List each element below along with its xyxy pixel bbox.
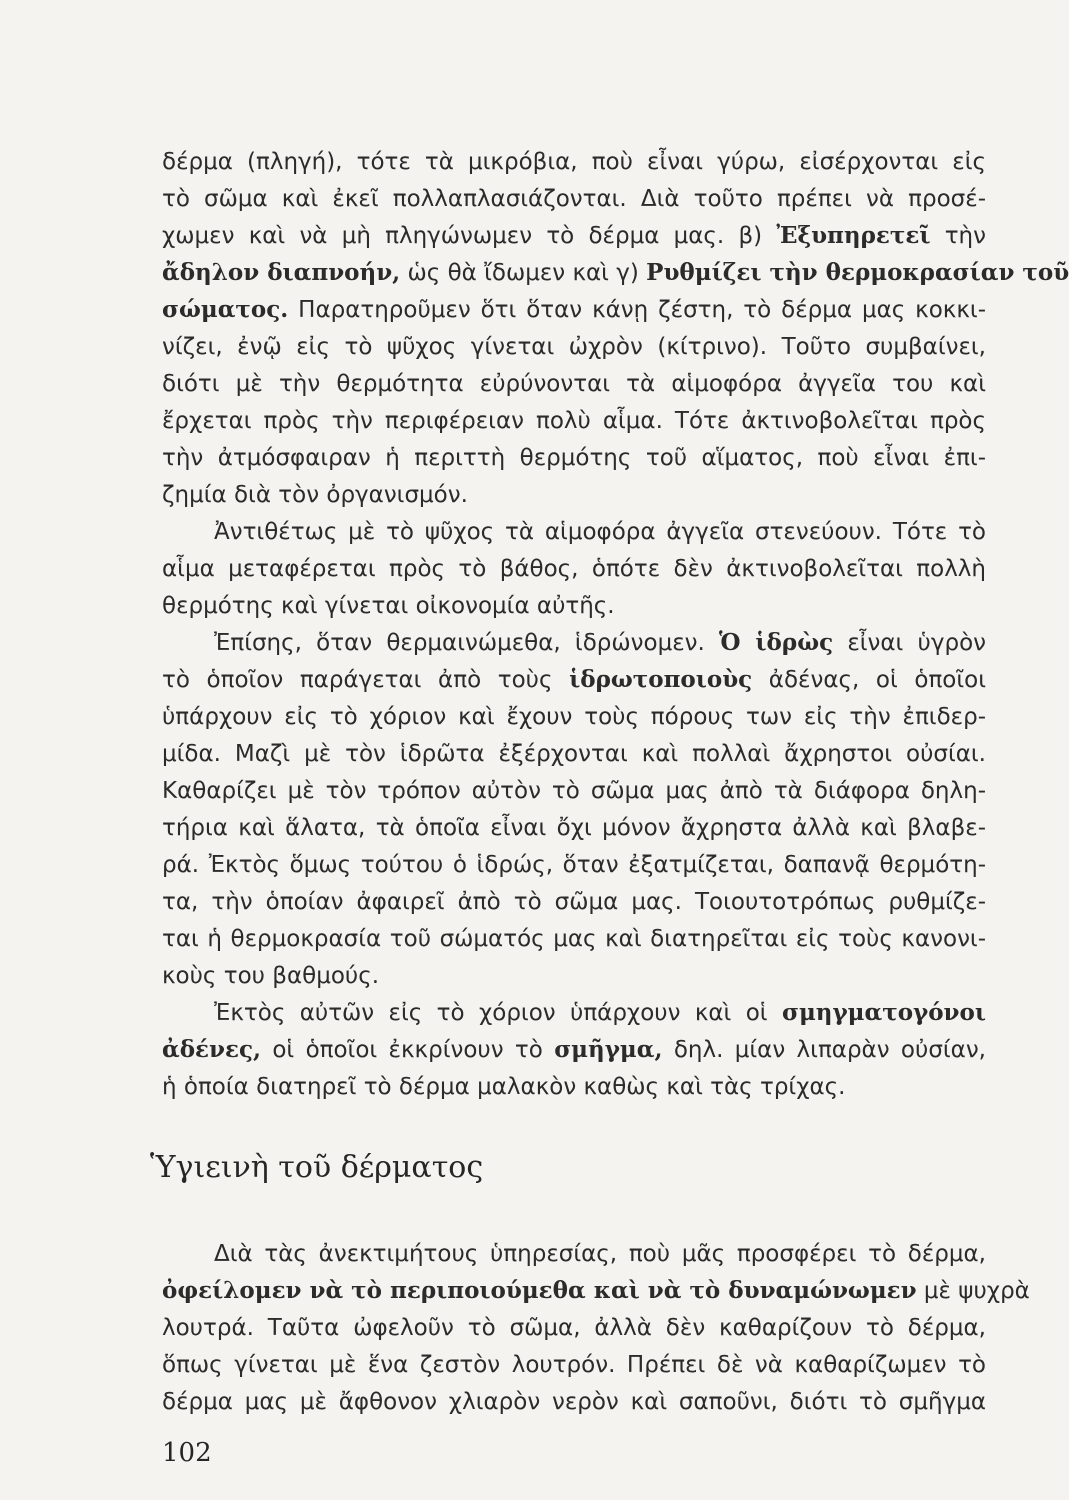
bold-term: ἀδένες,	[162, 1036, 261, 1063]
text-line: ζημία διὰ τὸν ὀργανισμόν.	[162, 482, 468, 508]
bold-term: Ἐξυπηρετεῖ	[776, 222, 931, 249]
text-line: τὴν ἀτμόσφαιραν ἡ περιττὴ θερμότης τοῦ αἵματος, ποὺ εἶναι ἐπι-	[162, 445, 986, 471]
text-line: Διὰ τὰς ἀνεκτιμήτους ὑπηρεσίας, ποὺ μᾶς προσφέρει τὸ δέρμα,	[214, 1241, 986, 1267]
text-line: νίζει, ἐνῷ εἰς τὸ ψῦχος γίνεται ὠχρὸν (κίτρινο). Τοῦτο συμβαίνει,	[162, 334, 986, 360]
text-line: ἔρχεται πρὸς τὴν περιφέρειαν πολὺ αἷμα. Τότε ἀκτινοβολεῖται πρὸς	[162, 408, 986, 434]
text-line: ὀφείλομεν νὰ τὸ περιποιούμεθα καὶ νὰ τὸ δυναμώνωμεν μὲ ψυχρὰ	[162, 1277, 1030, 1304]
text-line: τὸ ὁποῖον παράγεται ἀπὸ τοὺς ἱδρωτοποιοὺς ἀδένας, οἱ ὁποῖοι	[162, 666, 986, 693]
text-line: ρά. Ἐκτὸς ὅμως τούτου ὁ ἱδρώς, ὅταν ἐξατμίζεται, δαπανᾷ θερμότη-	[162, 852, 986, 878]
text-line: λουτρά. Ταῦτα ὠφελοῦν τὸ σῶμα, ἀλλὰ δὲν καθαρίζουν τὸ δέρμα,	[162, 1315, 986, 1341]
text-line: ἀδένες, οἱ ὁποῖοι ἐκκρίνουν τὸ σμῆγμα, δηλ. μίαν λιπαρὰν οὐσίαν,	[162, 1036, 986, 1063]
text-line: αἷμα μεταφέρεται πρὸς τὸ βάθος, ὁπότε δὲν ἀκτινοβολεῖται πολλὴ	[162, 556, 986, 582]
text-line: ἡ ὁποία διατηρεῖ τὸ δέρμα μαλακὸν καθὼς καὶ τὰς τρίχας.	[162, 1074, 846, 1100]
text-line: Ἐπίσης, ὅταν θερμαινώμεθα, ἱδρώνομεν. Ὁ ἱδρὼς εἶναι ὑγρὸν	[214, 629, 986, 656]
text-line: ται ἡ θερμοκρασία τοῦ σώματός μας καὶ διατηρεῖται εἰς τοὺς κανονι-	[162, 926, 986, 952]
text-line: Ἐκτὸς αὐτῶν εἰς τὸ χόριον ὑπάρχουν καὶ οἱ σμηγματογόνοι	[214, 999, 986, 1026]
text-line: δέρμα μας μὲ ἄφθονον χλιαρὸν νερὸν καὶ σαποῦνι, διότι τὸ σμῆγμα	[162, 1389, 986, 1415]
text-line: τὸ σῶμα καὶ ἐκεῖ πολλαπλασιάζονται. Διὰ τοῦτο πρέπει νὰ προσέ-	[162, 186, 986, 212]
text-line: τα, τὴν ὁποίαν ἀφαιρεῖ ἀπὸ τὸ σῶμα μας. Τοιουτοτρόπως ρυθμίζε-	[162, 889, 986, 915]
text-line: ἄδηλον διαπνοήν, ὡς θὰ ἴδωμεν καὶ γ) Ρυθμίζει τὴν θερμοκρασίαν τοῦ	[162, 259, 1069, 286]
text-line: ὑπάρχουν εἰς τὸ χόριον καὶ ἔχουν τοὺς πόρους των εἰς τὴν ἐπιδερ-	[162, 704, 986, 730]
bold-term: ἱδρωτοποιοὺς	[569, 666, 753, 693]
bold-term: σμῆγμα,	[554, 1036, 663, 1063]
text-line: Καθαρίζει μὲ τὸν τρόπον αὐτὸν τὸ σῶμα μας ἀπὸ τὰ διάφορα δηλη-	[162, 778, 986, 804]
text-line: ὅπως γίνεται μὲ ἕνα ζεστὸν λουτρόν. Πρέπει δὲ νὰ καθαρίζωμεν τὸ	[162, 1352, 986, 1378]
bold-term: σμηγματογόνοι	[781, 999, 986, 1026]
text-line: Ἀντιθέτως μὲ τὸ ψῦχος τὰ αἱμοφόρα ἀγγεῖα στενεύουν. Τότε τὸ	[214, 519, 986, 545]
bold-term: Ρυθμίζει τὴν θερμοκρασίαν τοῦ	[646, 259, 1069, 286]
text-line: χωμεν καὶ νὰ μὴ πληγώνωμεν τὸ δέρμα μας. β) Ἐξυπηρετεῖ τὴν	[162, 222, 986, 249]
text-line: τήρια καὶ ἅλατα, τὰ ὁποῖα εἶναι ὄχι μόνον ἄχρηστα ἀλλὰ καὶ βλαβε-	[162, 815, 986, 841]
bold-term: σώματος.	[162, 296, 289, 323]
text-line: θερμότης καὶ γίνεται οἰκονομία αὐτῆς.	[162, 593, 615, 619]
text-line: κοὺς του βαθμούς.	[162, 963, 380, 989]
bold-term: Ὁ ἱδρὼς	[719, 629, 834, 656]
bold-term: ἄδηλον διαπνοήν,	[162, 259, 401, 286]
text-line: διότι μὲ τὴν θερμότητα εὐρύνονται τὰ αἱμοφόρα ἀγγεῖα του καὶ	[162, 371, 986, 397]
section-heading: Ὑγιεινὴ τοῦ δέρματος	[150, 1150, 484, 1185]
bold-term: ὀφείλομεν νὰ τὸ περιποιούμεθα καὶ νὰ τὸ δυναμώνωμεν	[162, 1277, 917, 1304]
text-line: μίδα. Μαζὶ μὲ τὸν ἱδρῶτα ἐξέρχονται καὶ πολλαὶ ἄχρηστοι οὐσίαι.	[162, 741, 986, 767]
text-line: σώματος. Παρατηροῦμεν ὅτι ὅταν κάνῃ ζέστη, τὸ δέρμα μας κοκκι-	[162, 296, 986, 323]
page-number: 102	[162, 1438, 212, 1468]
text-line: δέρμα (πληγή), τότε τὰ μικρόβια, ποὺ εἶναι γύρω, εἰσέρχονται εἰς	[162, 149, 986, 175]
